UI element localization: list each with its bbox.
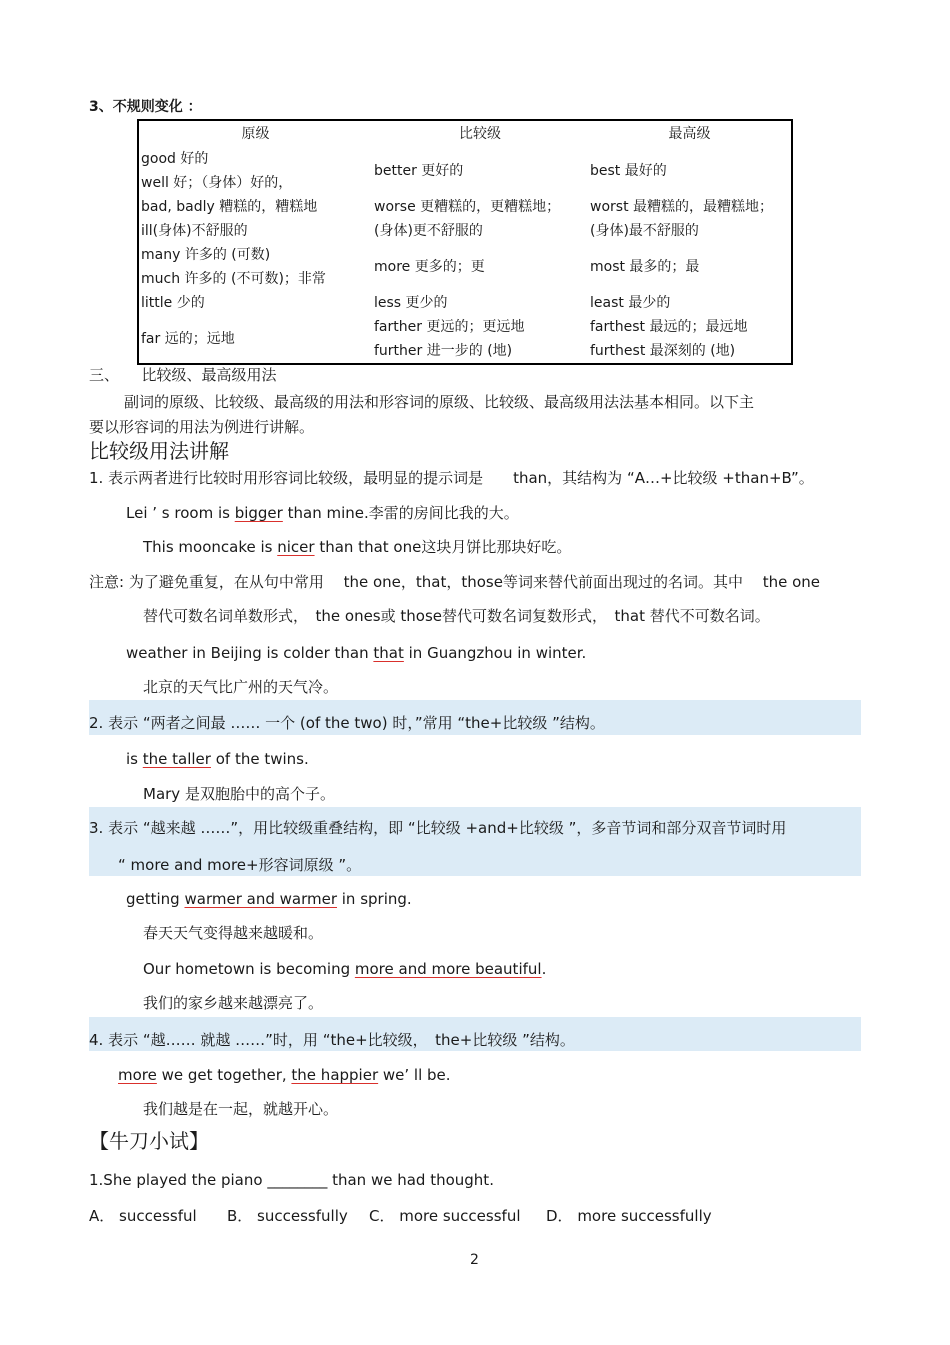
cell-text: (身体)最不舒服的 [590, 223, 699, 239]
example-sentence: Our hometown is becoming more and more beautiful. [143, 960, 547, 978]
cell-text: better 更好的 [374, 163, 464, 179]
underlined-phrase: more [118, 1066, 157, 1084]
paragraph-line: 副词的原级、比较级、最高级的用法和形容词的原级、比较级、最高级用法法基本相同。以下主 [124, 393, 755, 411]
example-sentence: weather in Beijing is colder than that in Guangzhou in winter. [126, 644, 587, 662]
cell-text: much 许多的 (不可数)；非常 [141, 271, 326, 287]
table-header-row [138, 120, 792, 147]
example-sentence: is the taller of the twins. [126, 750, 309, 768]
cell-text: worst 最糟糕的，最糟糕地； [590, 199, 774, 215]
rule-line: 2. 表示 “两者之间最 …… 一个 (of the two) 时，”常用 “the+比较级 ”结构。 [89, 714, 605, 732]
cell-text: ill(身体)不舒服的 [141, 223, 248, 239]
header-superlative: 最高级 [668, 126, 711, 142]
cell-text: bad, badly 糟糕的，糟糕地 [141, 199, 318, 215]
option-a: A． successful [89, 1207, 197, 1225]
rule-line: 3. 表示 “越来越 ……”，用比较级重叠结构，即 “比较级 +and+比较级 ”，多音节词和部分双音节词时用 [89, 819, 787, 837]
cell-text: farthest 最远的；最远地 [590, 319, 748, 335]
cell-text: little 少的 [141, 295, 205, 311]
example-translation: 我们越是在一起，就越开心。 [143, 1100, 339, 1118]
cell-text: many 许多的 (可数) [141, 247, 271, 263]
table-row [138, 147, 792, 195]
cell-text: furthest 最深刻的 (地) [590, 343, 736, 359]
example-translation: 春天天气变得越来越暖和。 [143, 924, 324, 942]
cell-text: far 远的；远地 [141, 331, 235, 347]
cell-text: worse 更糟糕的，更糟糕地； [374, 199, 561, 215]
example-sentence: getting warmer and warmer in spring. [126, 890, 412, 908]
underlined-phrase: warmer and warmer [184, 890, 337, 908]
paragraph-line: 要以形容词的用法为例进行讲解。 [89, 418, 315, 436]
cell-text: farther 更远的；更远地 [374, 319, 525, 335]
cell-text: well 好；（身体）好的， [141, 175, 293, 191]
underlined-phrase: nicer [277, 538, 315, 556]
underlined-phrase: the taller [142, 750, 211, 768]
cell-text: most 最多的；最 [590, 259, 700, 275]
underlined-phrase: the happier [291, 1066, 379, 1084]
option-d: D． more successfully [546, 1207, 712, 1225]
cell-text: good 好的 [141, 151, 209, 167]
section-title: 3、不规则变化 ： [89, 99, 202, 115]
table-row [138, 195, 792, 243]
rule-line: 1. 表示两者进行比较时用形容词比较级，最明显的提示词是 than，其结构为 “A…+比较级 +than+B”。 [89, 469, 814, 487]
header-positive: 原级 [241, 126, 270, 142]
header-comparative: 比较级 [459, 126, 501, 142]
underlined-phrase: bigger [234, 504, 283, 522]
part-title: 三、 比较级、最高级用法 [89, 366, 277, 384]
underlined-phrase: more and more beautiful [354, 960, 542, 978]
note-line: 替代可数名词单数形式， the ones或 those替代可数名词复数形式， that 替代不可数名词。 [143, 607, 770, 625]
cell-text: more 更多的；更 [374, 259, 485, 275]
cell-text: best 最好的 [590, 163, 667, 179]
page-number: 2 [470, 1252, 479, 1268]
example-translation: 北京的天气比广州的天气冷。 [143, 678, 339, 696]
example-translation: Mary 是双胞胎中的高个子。 [143, 785, 335, 803]
cell-text: less 更少的 [374, 295, 448, 311]
question-text: 1.She played the piano ________ than we had thought. [89, 1171, 494, 1189]
table-row [138, 291, 792, 315]
table-row [138, 243, 792, 291]
irregular-forms-table [137, 119, 793, 365]
example-translation: 我们的家乡越来越漂亮了。 [143, 994, 324, 1012]
example-sentence: Lei ’ s room is bigger than mine.李雷的房间比我的大。 [126, 504, 519, 522]
option-b: B． successfully [227, 1207, 348, 1225]
rule-line: “ more and more+形容词原级 ”。 [118, 856, 362, 874]
example-sentence: more we get together, the happier we’ ll be. [118, 1066, 451, 1084]
cell-text: least 最少的 [590, 295, 671, 311]
option-c: C． more successful [369, 1207, 521, 1225]
cell-text: further 进一步的 (地) [374, 343, 513, 359]
practice-heading: 【牛刀小试】 [89, 1129, 209, 1153]
cell-text: (身体)更不舒服的 [374, 223, 483, 239]
rule-line: 4. 表示 “越…… 就越 ……”时，用 “the+比较级， the+比较级 ”结构。 [89, 1031, 575, 1049]
section-heading: 比较级用法讲解 [89, 439, 229, 463]
note-line: 注意: 为了避免重复，在从句中常用 the one，that，those等词来替代前面出现过的名词。其中 the one [89, 573, 821, 591]
underlined-phrase: that [373, 644, 404, 662]
table-row [138, 315, 792, 364]
example-sentence: This mooncake is nicer than that one这块月饼比那块好吃。 [143, 538, 572, 556]
